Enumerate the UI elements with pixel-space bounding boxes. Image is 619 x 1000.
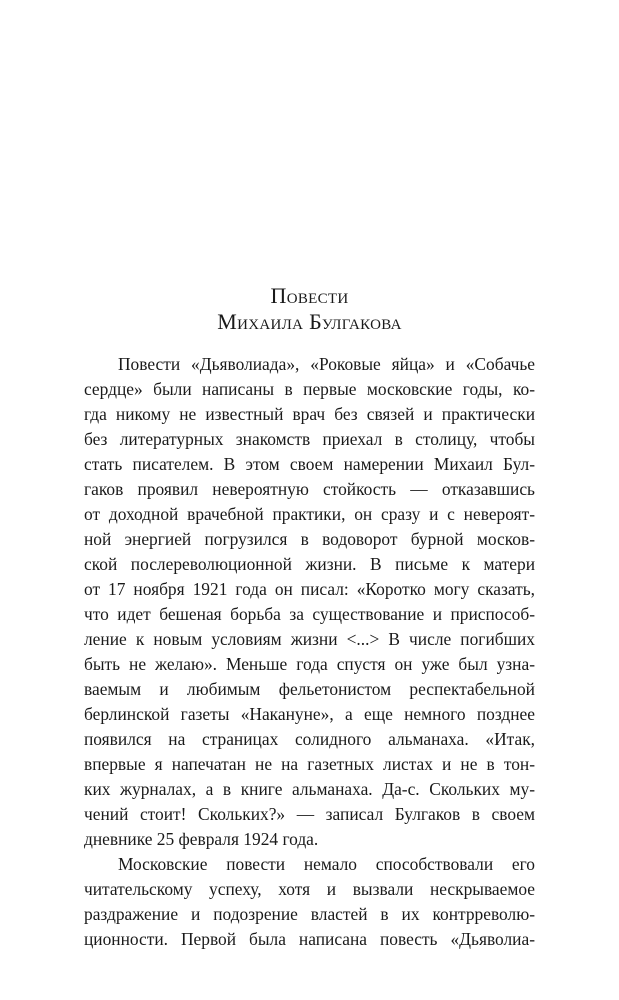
text-line: ционности. Первой была написана повесть «Дьяволиа- [84,929,535,949]
text-line: ваемым и любимым фельетонистом респектабельной [84,679,535,699]
text-line: сердце» были написаны в первые московские годы, ко- [84,379,535,399]
text-line: от 17 ноября 1921 года он писал: «Коротко могу сказать, [84,579,535,599]
text-line: стать писателем. В этом своем намерении Михаил Бул- [84,454,535,474]
text-line: ких журналах, а в книге альманаха. Да-с. Скольких му- [84,779,535,799]
text-line: дневнике 25 февраля 1924 года. [84,829,319,849]
text-line: читательскому успеху, хотя и вызвали нескрываемое [84,879,535,899]
text-line: что идет бешеная борьба за существование и приспособ- [84,604,535,624]
chapter-title-line-1: Повести [270,283,349,308]
text-line: Повести «Дьяволиада», «Роковые яйца» и «Собачье [118,354,535,374]
text-line: впервые я напечатан не на газетных листах и не в тон- [84,754,535,774]
chapter-title [0,283,619,335]
text-line: Московские повести немало способствовали его [118,854,535,874]
text-line: быть не желаю». Меньше года спустя он уже был узна- [84,654,535,674]
text-line: от доходной врачебной практики, он сразу и с невероят- [84,504,535,524]
text-line: гда никому не известный врач без связей и практически [84,404,535,424]
text-line: берлинской газеты «Накануне», а еще немного позднее [84,704,535,724]
text-line: чений стоит! Скольких?» — записал Булгаков в своем [84,804,535,824]
text-line: ной энергией погрузился в водоворот бурной москов- [84,529,535,549]
text-line: гаков проявил невероятную стойкость — отказавшись [84,479,535,499]
text-line: появился на страницах солидного альманаха. «Итак, [84,729,535,749]
body-text [84,352,535,952]
text-line: ской послереволюционной жизни. В письме к матери [84,554,535,574]
text-line: без литературных знакомств приехал в столицу, чтобы [84,429,535,449]
text-line: ление к новым условиям жизни <...> В числе погибших [84,629,535,649]
chapter-title-line-2: Михаила Булгакова [217,309,402,334]
text-line: раздражение и подозрение властей в их контрреволю- [84,904,535,924]
